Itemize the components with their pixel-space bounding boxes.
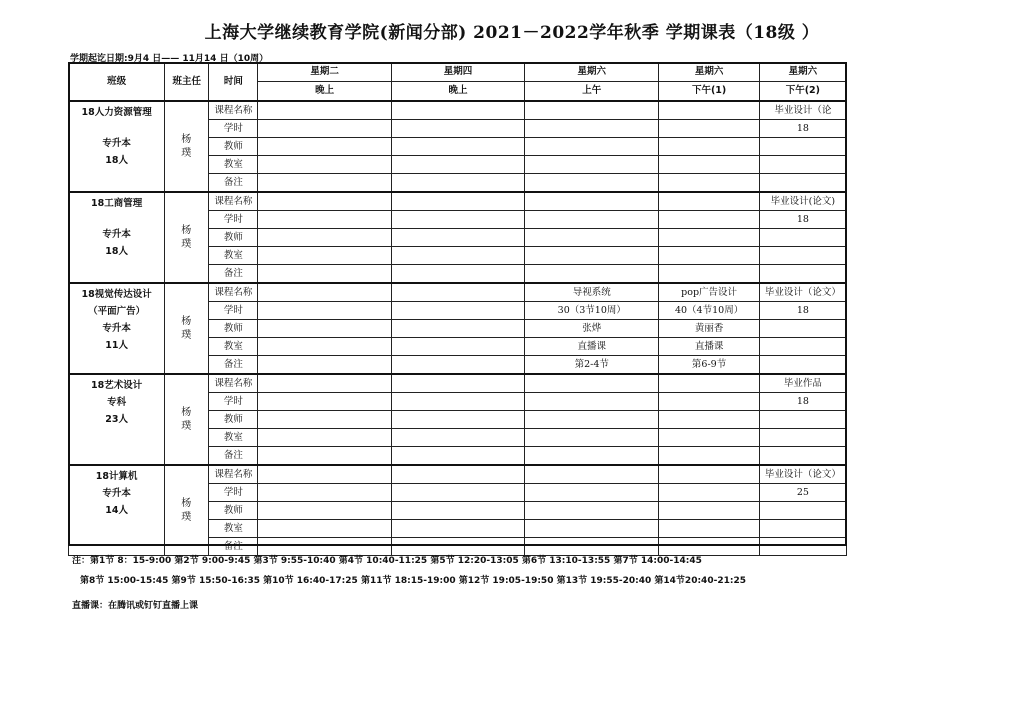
class-teacher-cell (165, 101, 209, 192)
class-name-line: 18艺术设计 (91, 380, 143, 391)
schedule-cell (258, 411, 391, 429)
row-label: 教室 (209, 156, 258, 174)
schedule-cell: 黄丽香 (659, 320, 759, 338)
schedule-cell (659, 411, 759, 429)
schedule-cell (759, 538, 846, 556)
schedule-cell (759, 138, 846, 156)
schedule-cell (659, 265, 759, 284)
schedule-cell (391, 465, 524, 484)
schedule-cell: 第2-4节 (525, 356, 659, 375)
header-time: 时间 (209, 63, 258, 102)
schedule-cell (258, 211, 391, 229)
row-label: 教师 (209, 502, 258, 520)
class-teacher-cell (165, 465, 209, 556)
schedule-cell (391, 192, 524, 211)
schedule-cell: 18 (759, 211, 846, 229)
row-label: 教室 (209, 338, 258, 356)
schedule-cell (659, 101, 759, 120)
schedule-cell (759, 320, 846, 338)
schedule-cell: 40（4节10周） (659, 302, 759, 320)
schedule-cell (258, 447, 391, 466)
row-label: 备注 (209, 538, 258, 556)
row-label: 学时 (209, 211, 258, 229)
schedule-cell (258, 320, 391, 338)
term-dates: 学期起讫日期:9月4 日—— 11月14 日（10周） (70, 54, 269, 64)
schedule-cell (258, 192, 391, 211)
class-name-line: 18人 (105, 246, 128, 257)
header-row-days (69, 63, 847, 82)
row-label: 备注 (209, 174, 258, 193)
schedule-cell (659, 138, 759, 156)
schedule-cell (525, 374, 659, 393)
header-day: 星期四 (391, 63, 524, 82)
row-label: 学时 (209, 393, 258, 411)
header-period: 上午 (525, 82, 659, 102)
schedule-cell (659, 484, 759, 502)
schedule-cell: 张烨 (525, 320, 659, 338)
class-teacher-name: 杨璞 (181, 315, 193, 341)
class-name-line: 18计算机 (95, 471, 138, 482)
schedule-cell: 毕业设计（论文） (759, 283, 846, 302)
schedule-cell (258, 302, 391, 320)
schedule-cell (391, 320, 524, 338)
schedule-cell (258, 429, 391, 447)
class-name-line (69, 121, 164, 135)
row-label: 教师 (209, 411, 258, 429)
schedule-cell (759, 338, 846, 356)
row-label: 教室 (209, 429, 258, 447)
schedule-cell (258, 156, 391, 174)
schedule-cell (759, 520, 846, 538)
schedule-cell (391, 502, 524, 520)
schedule-cell: 25 (759, 484, 846, 502)
row-label: 教师 (209, 229, 258, 247)
schedule-cell (258, 338, 391, 356)
row-label: 课程名称 (209, 101, 258, 120)
schedule-cell (525, 101, 659, 120)
schedule-cell: 第6-9节 (659, 356, 759, 375)
schedule-cell (659, 447, 759, 466)
class-name-line: （平面广告） (88, 306, 146, 317)
schedule-cell (391, 484, 524, 502)
schedule-cell (258, 283, 391, 302)
table-row (69, 465, 847, 484)
class-teacher-name: 杨璞 (181, 406, 193, 432)
page-title: 上海大学继续教育学院(新闻分部) 2021－2022学年秋季 学期课表（18级 ） (204, 23, 820, 43)
schedule-cell (525, 393, 659, 411)
class-name-line: 18人力资源管理 (81, 107, 152, 118)
schedule-cell (391, 156, 524, 174)
class-name-line: 专升本 (102, 229, 131, 240)
schedule-cell (759, 356, 846, 375)
schedule-cell (525, 429, 659, 447)
class-name-cell (69, 465, 165, 556)
row-label: 学时 (209, 484, 258, 502)
row-label: 备注 (209, 447, 258, 466)
schedule-cell (525, 120, 659, 138)
class-teacher-name: 杨璞 (181, 133, 193, 159)
live-class-note: 直播课：在腾讯或钉钉直播上课 (72, 601, 199, 611)
class-name-line: 18视觉传达设计 (81, 289, 152, 300)
schedule-cell (391, 393, 524, 411)
schedule-cell (391, 211, 524, 229)
row-label: 学时 (209, 120, 258, 138)
schedule-cell (391, 374, 524, 393)
class-name-line: 专科 (107, 397, 127, 408)
header-period: 下午(1) (659, 82, 759, 102)
schedule-cell (391, 283, 524, 302)
schedule-cell (258, 520, 391, 538)
header-day: 星期六 (759, 63, 846, 82)
schedule-cell (391, 229, 524, 247)
class-name-line (69, 212, 164, 226)
class-name-line: 专升本 (102, 323, 131, 334)
schedule-table (68, 62, 847, 556)
schedule-cell (391, 174, 524, 193)
schedule-cell (759, 411, 846, 429)
schedule-cell (258, 465, 391, 484)
class-name-line: 14人 (105, 505, 128, 516)
schedule-cell (525, 138, 659, 156)
schedule-cell: pop广告设计 (659, 283, 759, 302)
schedule-cell: 30（3节10周） (525, 302, 659, 320)
class-teacher-cell (165, 192, 209, 283)
period-notes (72, 551, 746, 591)
schedule-cell (258, 120, 391, 138)
notes-line-2: 第8节 15:00-15:45 第9节 15:50-16:35 第10节 16:40-17:25 第11节 18:15-19:00 第12节 19:05-19:50 第13节 19:55-20:40 第14节20:40-21:25 (80, 576, 746, 586)
schedule-cell (759, 447, 846, 466)
schedule-cell (659, 520, 759, 538)
row-label: 教室 (209, 247, 258, 265)
schedule-cell (391, 520, 524, 538)
schedule-cell: 直播课 (525, 338, 659, 356)
schedule-cell (391, 247, 524, 265)
table-row (69, 374, 847, 393)
schedule-cell (258, 138, 391, 156)
schedule-cell (659, 211, 759, 229)
schedule-cell (659, 247, 759, 265)
table-row (69, 192, 847, 211)
schedule-cell (391, 302, 524, 320)
schedule-cell: 毕业设计（论 (759, 101, 846, 120)
schedule-cell (759, 247, 846, 265)
schedule-cell (659, 156, 759, 174)
schedule-cell: 毕业设计(论文) (759, 192, 846, 211)
class-name-line: 18工商管理 (91, 198, 143, 209)
schedule-cell (525, 447, 659, 466)
class-name-line: 23人 (105, 414, 128, 425)
header-period: 晚上 (258, 82, 391, 102)
class-name-cell (69, 192, 165, 283)
class-name-line: 专升本 (102, 138, 131, 149)
schedule-cell (258, 101, 391, 120)
schedule-cell (759, 429, 846, 447)
class-name-cell (69, 283, 165, 374)
schedule-cell (258, 393, 391, 411)
schedule-cell (391, 447, 524, 466)
row-label: 教师 (209, 138, 258, 156)
schedule-cell (659, 192, 759, 211)
row-label: 课程名称 (209, 283, 258, 302)
schedule-cell (759, 502, 846, 520)
row-label: 学时 (209, 302, 258, 320)
schedule-cell (525, 484, 659, 502)
schedule-cell: 直播课 (659, 338, 759, 356)
schedule-cell (759, 265, 846, 284)
schedule-cell (258, 265, 391, 284)
schedule-cell (525, 229, 659, 247)
class-name-line: 11人 (105, 340, 128, 351)
header-class: 班级 (69, 63, 165, 102)
schedule-cell (659, 502, 759, 520)
schedule-cell (258, 174, 391, 193)
schedule-cell (258, 502, 391, 520)
table-row (69, 101, 847, 120)
schedule-cell (391, 138, 524, 156)
class-teacher-cell (165, 283, 209, 374)
header-period: 晚上 (391, 82, 524, 102)
row-label: 课程名称 (209, 192, 258, 211)
schedule-cell (659, 120, 759, 138)
schedule-cell (391, 101, 524, 120)
schedule-cell (759, 229, 846, 247)
schedule-cell (391, 338, 524, 356)
schedule-cell (525, 265, 659, 284)
header-period: 下午(2) (759, 82, 846, 102)
schedule-cell (525, 174, 659, 193)
schedule-cell (391, 120, 524, 138)
schedule-cell: 18 (759, 302, 846, 320)
schedule-cell (525, 192, 659, 211)
row-label: 备注 (209, 265, 258, 284)
class-teacher-name: 杨璞 (181, 497, 193, 523)
class-name-line: 专升本 (102, 488, 131, 499)
schedule-cell: 导视系统 (525, 283, 659, 302)
schedule-cell (391, 411, 524, 429)
schedule-cell (525, 211, 659, 229)
schedule-cell (759, 156, 846, 174)
class-name-cell (69, 101, 165, 192)
row-label: 教师 (209, 320, 258, 338)
schedule-cell (525, 411, 659, 429)
schedule-cell (659, 429, 759, 447)
class-teacher-cell (165, 374, 209, 465)
table-row (69, 283, 847, 302)
schedule-cell (659, 393, 759, 411)
schedule-cell (525, 156, 659, 174)
schedule-cell (759, 174, 846, 193)
schedule-cell (659, 229, 759, 247)
class-name-line: 18人 (105, 155, 128, 166)
schedule-cell (391, 356, 524, 375)
schedule-cell: 毕业作品 (759, 374, 846, 393)
schedule-cell: 毕业设计（论文） (759, 465, 846, 484)
schedule-cell (525, 520, 659, 538)
schedule-cell (391, 265, 524, 284)
row-label: 备注 (209, 356, 258, 375)
schedule-cell (391, 429, 524, 447)
schedule-cell (525, 502, 659, 520)
schedule-cell (258, 229, 391, 247)
schedule-cell (258, 484, 391, 502)
header-day: 星期六 (525, 63, 659, 82)
row-label: 课程名称 (209, 374, 258, 393)
schedule-cell (525, 465, 659, 484)
schedule-cell: 18 (759, 120, 846, 138)
schedule-cell (258, 247, 391, 265)
schedule-cell (525, 247, 659, 265)
schedule-cell (258, 374, 391, 393)
schedule-cell: 18 (759, 393, 846, 411)
row-label: 教室 (209, 520, 258, 538)
row-label: 课程名称 (209, 465, 258, 484)
header-day: 星期六 (659, 63, 759, 82)
schedule-body (69, 63, 847, 556)
notes-line-1: 注：第1节 8：15-9:00 第2节 9:00-9:45 第3节 9:55-10:40 第4节 10:40-11:25 第5节 12:20-13:05 第6节 13:10-13:55 第7节 14:00-14:45 (72, 556, 702, 566)
schedule-cell (659, 174, 759, 193)
schedule-cell (659, 374, 759, 393)
class-teacher-name: 杨璞 (181, 224, 193, 250)
header-day: 星期二 (258, 63, 391, 82)
schedule-cell (258, 356, 391, 375)
schedule-cell (659, 465, 759, 484)
header-teacher: 班主任 (165, 63, 209, 102)
class-name-cell (69, 374, 165, 465)
